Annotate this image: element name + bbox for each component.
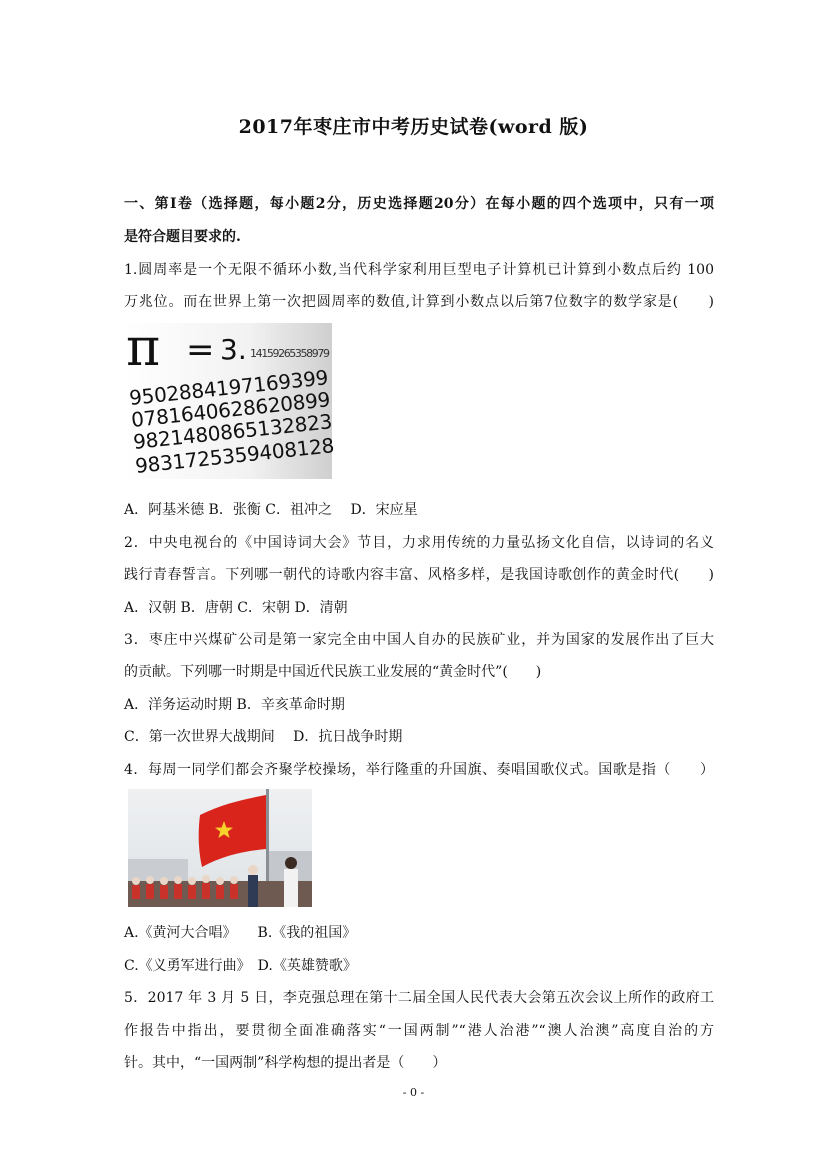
question-5-text-line-1: 5．2017 年 3 月 5 日，李克强总理在第十二届全国人民代表大会第五次会议上所作的政府工: [124, 990, 714, 1006]
pi-equals: =: [186, 330, 215, 370]
pi-integer: 3.: [220, 333, 247, 366]
section-heading-line-2: 是符合题目要求的.: [124, 229, 241, 245]
pi-digits-row-1: 14159265358979: [250, 347, 330, 360]
question-1-text-line-2: 万兆位。而在世界上第一次把圆周率的数值,计算到小数点以后第7位数字的数学家是( ): [124, 294, 714, 310]
question-4-options-line-1: A.《黄河大合唱》 B.《我的祖国》: [124, 925, 357, 941]
question-5-text-line-3: 针。其中，“一国两制”科学构想的提出者是（ ）: [124, 1055, 447, 1071]
pi-digits-row-2: 9502884197169399: [128, 365, 330, 410]
question-1-options: A．阿基米德 B．张衡 C．祖冲之 D．宋应星: [124, 502, 418, 518]
page-title: 2017年枣庄市中考历史试卷(word 版): [238, 116, 589, 138]
question-4-options-line-2: C.《义勇军进行曲》 D.《英雄赞歌》: [124, 958, 357, 974]
question-2-options: A．汉朝 B．唐朝 C．宋朝 D．清朝: [124, 600, 348, 616]
flag-raising-photo: [128, 789, 312, 907]
question-1-text-line-1: 1.圆周率是一个无限不循环小数,当代科学家利用巨型电子计算机已计算到小数点后约 100: [124, 262, 714, 278]
section-heading-line-1: 一、第Ⅰ卷（选择题，每小题2分，历史选择题20分）在每小题的四个选项中，只有一项: [124, 196, 714, 212]
question-3-text-line-2: 的贡献。下列哪一时期是中国近代民族工业发展的“黄金时代”( ): [124, 664, 542, 680]
pi-digits-row-5: 9831725359408128: [134, 433, 336, 478]
page-number: - 0 -: [402, 1086, 425, 1099]
question-2-text-line-1: 2．中央电视台的《中国诗词大会》节目，力求用传统的力量弘扬文化自信，以诗词的名义: [124, 535, 714, 551]
question-3-text-line-1: 3．枣庄中兴煤矿公司是第一家完全由中国人自办的民族矿业，并为国家的发展作出了巨大: [124, 632, 714, 648]
question-4-text-line-1: 4．每周一同学们都会齐聚学校操场，举行隆重的升国旗、奏唱国歌仪式。国歌是指（ ）: [124, 762, 714, 778]
pi-digits-row-4: 9821480865132823: [132, 409, 334, 454]
pi-symbol: π: [126, 318, 161, 378]
question-2-text-line-2: 践行青春誓言。下列哪一朝代的诗歌内容丰富、风格多样，是我国诗歌创作的黄金时代( ): [124, 567, 714, 583]
pi-digits-row-3: 0781640628620899: [130, 387, 332, 432]
question-3-options-line-1: A．洋务运动时期 B．辛亥革命时期: [124, 697, 345, 713]
question-5-text-line-2: 作报告中指出，要贯彻全面准确落实“一国两制”“港人治港”“澳人治澳”高度自治的方: [124, 1023, 714, 1039]
question-3-options-line-2: C．第一次世界大战期间 D．抗日战争时期: [124, 729, 403, 745]
pi-digits-image: [124, 318, 336, 479]
